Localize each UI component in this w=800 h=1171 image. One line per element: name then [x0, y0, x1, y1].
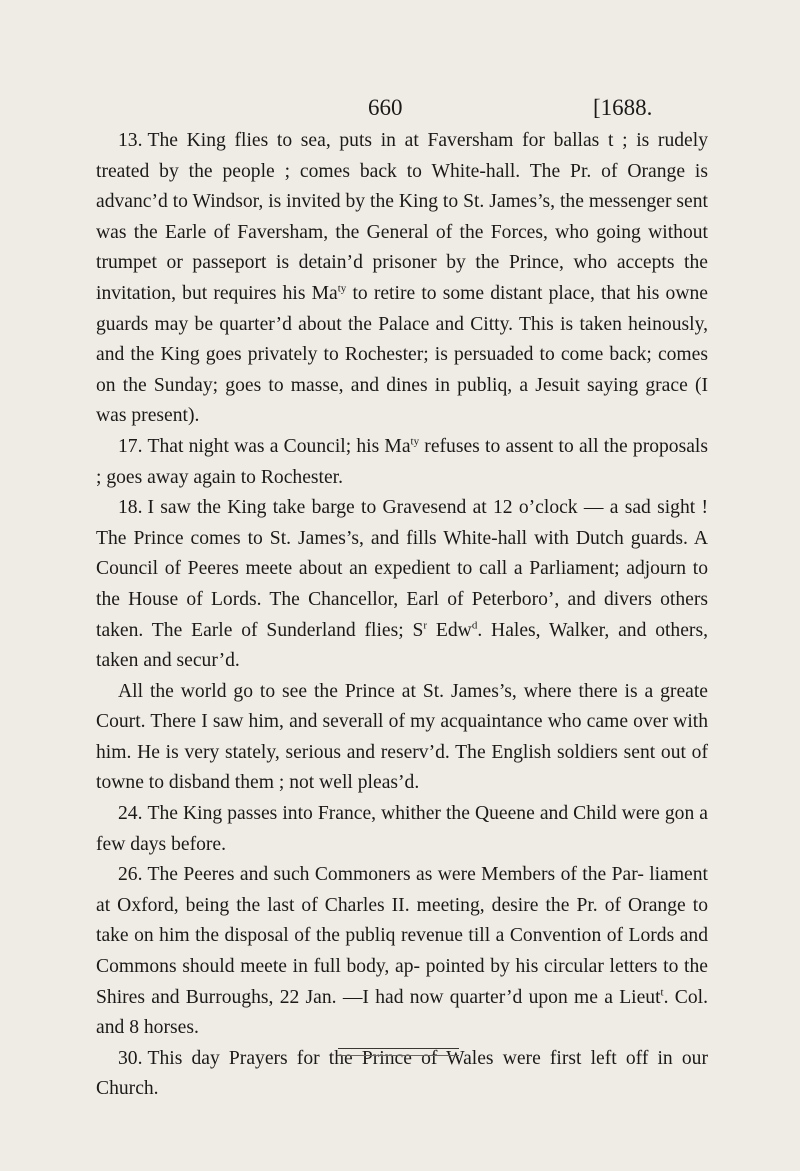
entry-date-number: 13. — [118, 130, 143, 151]
entry-text: refuses to assent to all the proposals ; goes away again to Rochester. — [96, 435, 708, 488]
entry-text: to retire to some distant place, that his owne guards may be quarter’d about the Palace and Citty. This is taken heinously, and the King goes privately to Rochester; is persuaded to come back; comes on the Sunday; goes to masse, and dines in publiq, a Jesuit saying grace (I was present). — [96, 282, 708, 427]
entry-text: That night was a Council; his Ma — [147, 435, 411, 457]
entry-text: Edw — [427, 619, 472, 641]
entry-text: . Col. and 8 horses. — [96, 986, 708, 1039]
entry-text: All the world go to see the Prince at St. James’s, where there is a greate Court. There I saw him, and severall of my acquaintance who came over with him. He is very stately, serious and reserv’d. The English soldiers sent out of towne to disband them ; not well pleas’d. — [96, 680, 708, 794]
page-number: 660 — [368, 95, 403, 120]
superscript-abbrev: ty — [410, 435, 420, 448]
diary-entry — [96, 860, 708, 1044]
diary-entry — [96, 677, 708, 799]
entry-date-number: 24. — [118, 803, 143, 825]
superscript-abbrev: ty — [337, 282, 347, 295]
superscript-abbrev: r — [423, 618, 428, 631]
diary-entry — [96, 493, 708, 677]
end-rule — [338, 1048, 459, 1056]
entry-text: The King passes into France, whither the Queene and Child were gon a few days before. — [96, 803, 708, 855]
diary-entry — [96, 432, 708, 493]
entry-date-number: 30. — [118, 1047, 143, 1069]
diary-entry — [96, 126, 708, 432]
entry-text: . Hales, Walker, and others, taken and secur’d. — [96, 619, 708, 672]
entry-text: The Peeres and such Commoners as were Members of the Par- liament at Oxford, being the last of Charles II. meeting, desire the Pr. of Orange to take on him the disposal of the publiq revenue till a Convention of Lords and Commons should meete in full body, ap- pointed by his circular letters to the Shires and Burroughs, 22 Jan. —I had now quarter’d upon me a Lieut — [96, 864, 708, 1008]
entry-text: This day Prayers for the Prince of Wales were first left off in our Church. — [96, 1047, 708, 1100]
superscript-abbrev: d — [471, 618, 478, 631]
entry-date-number: 18. — [118, 497, 143, 519]
diary-text — [96, 126, 708, 1105]
entry-text: The King flies to sea, puts in at Faversham for ballas t ; is rudely treated by the people ; comes back to White-hall. The Pr. of Orange is advanc’d to Windsor, is invited by the King to St. James’s, the messenger sent was the Earle of Faversham, the General of the Forces, who going without trumpet or passeport is detain’d prisoner by the Prince, who accepts the invitation, but requires his Ma — [96, 130, 708, 304]
entry-date-number: 26. — [118, 864, 143, 886]
entry-date-number: 17. — [118, 435, 143, 457]
year-mark: [1688. — [593, 95, 653, 120]
superscript-abbrev: t — [660, 986, 664, 999]
diary-entry — [96, 799, 708, 860]
entry-text: I saw the King take barge to Gravesend at 12 o’clock — a sad sight ! The Prince comes to St. James’s, and fills White-hall with Dutch guards. A Council of Peeres meete about an expedient to call a Parliament; adjourn to the House of Lords. The Chancellor, Earl of Peterboro’, and divers others taken. The Earle of Sunderland flies; S — [96, 497, 708, 641]
running-head — [0, 95, 800, 125]
